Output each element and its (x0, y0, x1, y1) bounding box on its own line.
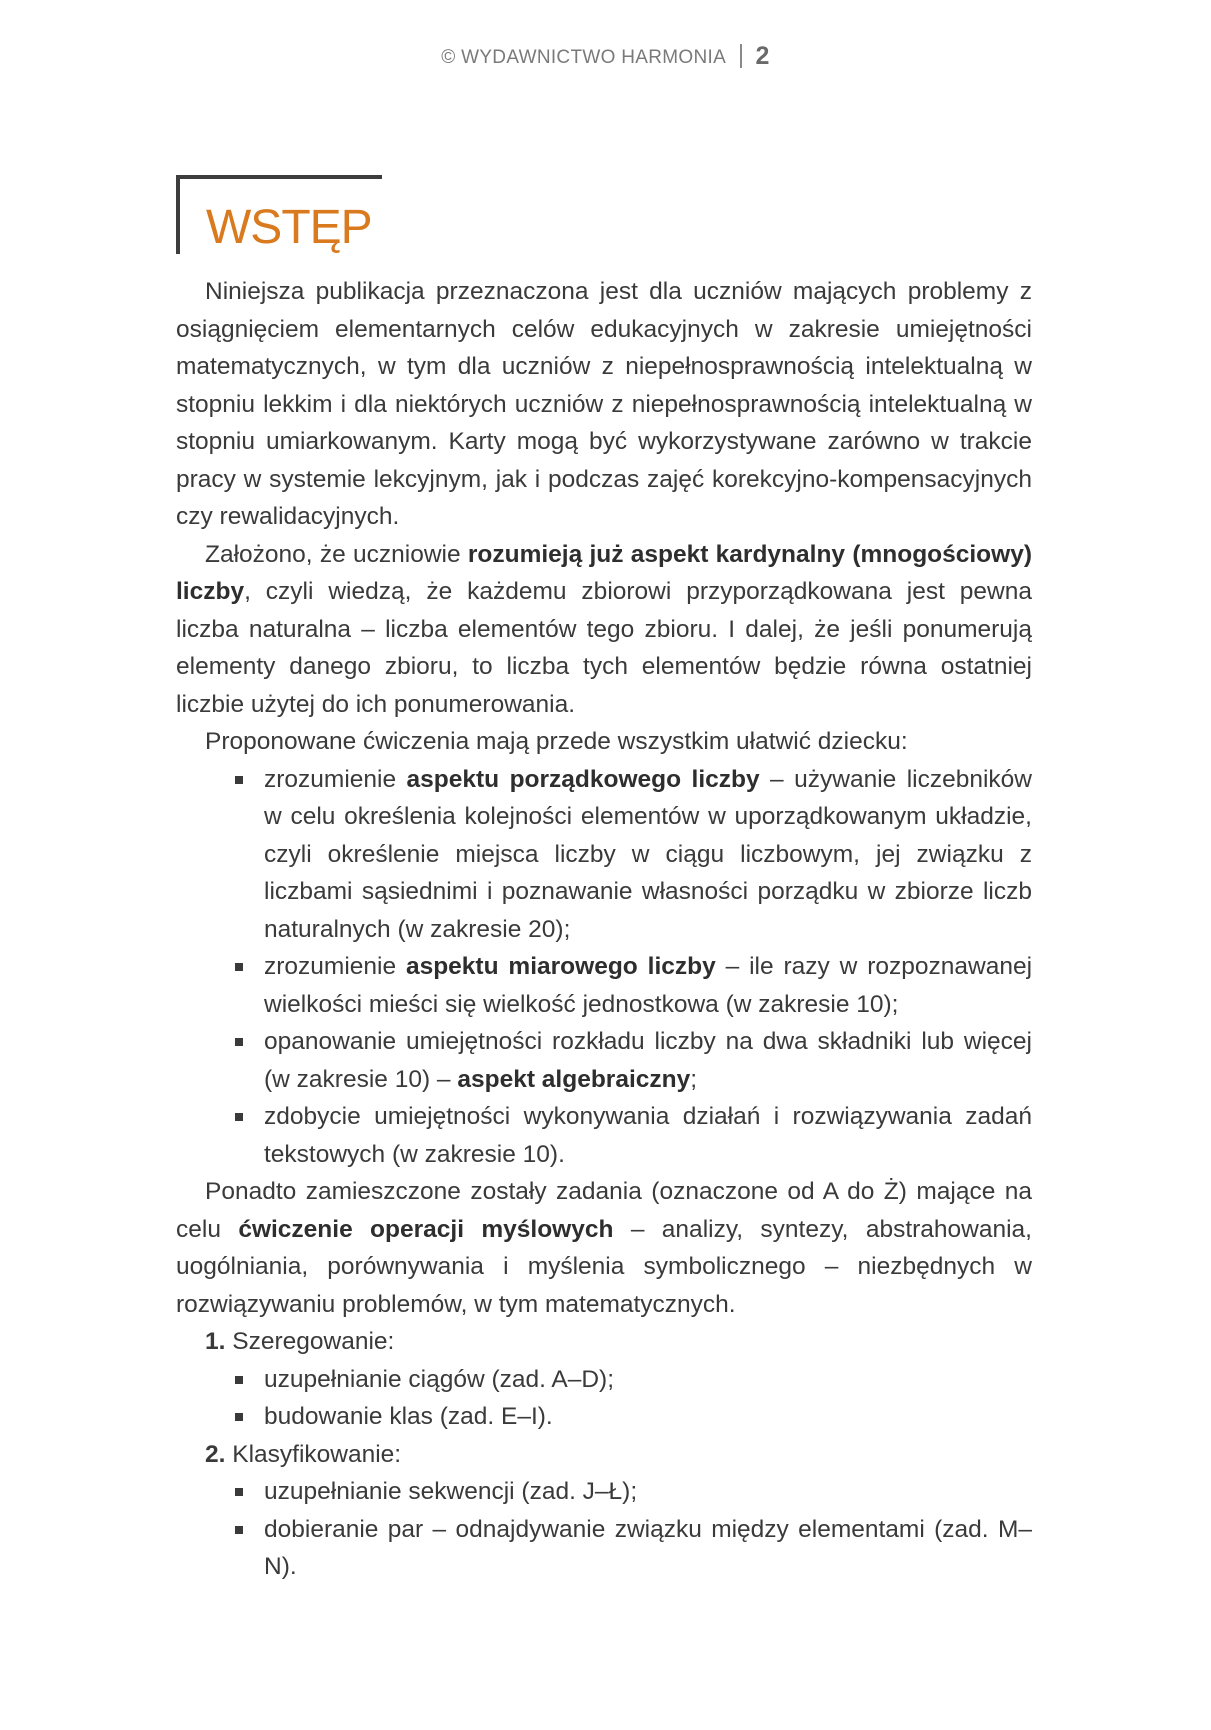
text-span: uzupełnianie ciągów (zad. A–D); (264, 1365, 615, 1393)
text-span: zrozumienie (264, 953, 406, 980)
bullet-square-icon (235, 776, 243, 784)
paragraph-intro: Niniejsza publikacja przeznaczona jest dla uczniów mających problemy z osiągnięciem elementarnych celów edukacyjnych w zakresie umiejętności matematycznych, w tym dla uczniów z niepełnosprawnością intelektualną w stopniu lekkim i dla niektórych uczniów z niepełnosprawnością intelektualną w stopniu umiarkowanym. Karty mogą być wykorzystywane zarówno w trakcie pracy w systemie lekcyjnym, jak i podczas zajęć korekcyjno-kompensacyjnych czy rewalidacyjnych. (176, 278, 1032, 530)
list-item (264, 1511, 1032, 1586)
paragraph-assumptions (176, 536, 1032, 724)
body-text (176, 273, 1032, 1586)
operations-list (176, 1323, 1032, 1586)
item-number: 1. (205, 1328, 226, 1355)
text-span: Ponadto zamieszczone zostały zadania (oznaczone od A do Ż) mające na celu (176, 1178, 1032, 1243)
operation-item (205, 1436, 1032, 1586)
bullet-square-icon (235, 963, 243, 971)
item-number: 2. (205, 1440, 226, 1468)
bold-phrase: aspektu porządkowego liczby (406, 765, 760, 793)
header-separator (740, 44, 742, 68)
text-span: dobieranie par – odnajdywanie związku między elementami (zad. M–N). (264, 1515, 1032, 1580)
text-span: zrozumienie (264, 765, 407, 793)
bold-phrase: ćwiczenie operacji myślowych (238, 1215, 614, 1243)
sub-list (205, 1361, 1032, 1436)
bold-phrase: aspektu miarowego liczby (405, 953, 716, 980)
operation-label: Szeregowanie: (232, 1328, 395, 1355)
publisher-credit: © WYDAWNICTWO HARMONIA (441, 47, 727, 68)
page-number: 2 (755, 42, 770, 70)
running-header (0, 42, 1211, 71)
list-item (264, 1098, 1032, 1173)
bullet-square-icon (235, 1376, 243, 1384)
goals-list (176, 761, 1032, 1174)
text-span: , czyli wiedzą, że każdemu zbiorowi przyporządkowana jest pewna liczba naturalna – liczba elementów tego zbioru. I dalej, że jeśli ponumerują elementy danego zbioru, to liczba tych elementów będzie równa ostatniej liczbie użytej do ich ponumerowania. (176, 578, 1032, 718)
section-title: WSTĘP (206, 201, 372, 254)
operation-label: Klasyfikowanie: (232, 1440, 402, 1468)
bullet-square-icon (235, 1526, 243, 1534)
paragraph-goals-intro: Proponowane ćwiczenia mają przede wszystkim ułatwić dziecku: (205, 728, 908, 755)
list-item (264, 1398, 1032, 1436)
bullet-square-icon (235, 1038, 243, 1046)
list-item (264, 1473, 1032, 1511)
bold-phrase: rozumieją już aspekt kardynalny (mnogościowy) liczby (176, 540, 1032, 605)
list-item (264, 761, 1032, 949)
text-span: opanowanie umiejętności rozkładu liczby na dwa składniki lub więcej (w zakresie 10) – (264, 1028, 1032, 1093)
list-item (264, 948, 1032, 1023)
sub-list (205, 1473, 1032, 1586)
bullet-square-icon (235, 1413, 243, 1421)
operation-item (205, 1323, 1032, 1436)
text-span: Założono, że uczniowie (205, 540, 468, 568)
bold-phrase: aspekt algebraiczny (457, 1065, 691, 1093)
bullet-square-icon (235, 1113, 243, 1121)
list-item (264, 1023, 1032, 1098)
text-span: uzupełnianie sekwencji (zad. J–Ł); (264, 1478, 638, 1505)
bullet-square-icon (235, 1488, 243, 1496)
text-span: – analizy, syntezy, abstrahowania, uogólniania, porównywania i myślenia symbolicznego – niezbędnych w rozwiązywaniu problemów, w tym matematycznych. (176, 1215, 1032, 1318)
paragraph-operations (176, 1173, 1032, 1323)
text-span: zdobycie umiejętności wykonywania działań i rozwiązywania zadań tekstowych (w zakresie 10). (264, 1103, 1032, 1168)
text-span: – ile razy w rozpoznawanej wielkości mieści się wielkość jednostkowa (w zakresie 10); (264, 953, 1033, 1018)
text-span: budowanie klas (zad. E–I). (264, 1403, 553, 1430)
text-span: – używanie liczebników w celu określenia kolejności elementów w uporządkowanym układzie, czyli określenie miejsca liczby w ciągu liczbowym, jej związku z liczbami sąsiednimi i poznawanie własności porządku w zbiorze liczb naturalnych (w zakresie 20); (264, 765, 1032, 943)
text-span: ; (690, 1065, 698, 1093)
list-item (264, 1361, 1032, 1399)
